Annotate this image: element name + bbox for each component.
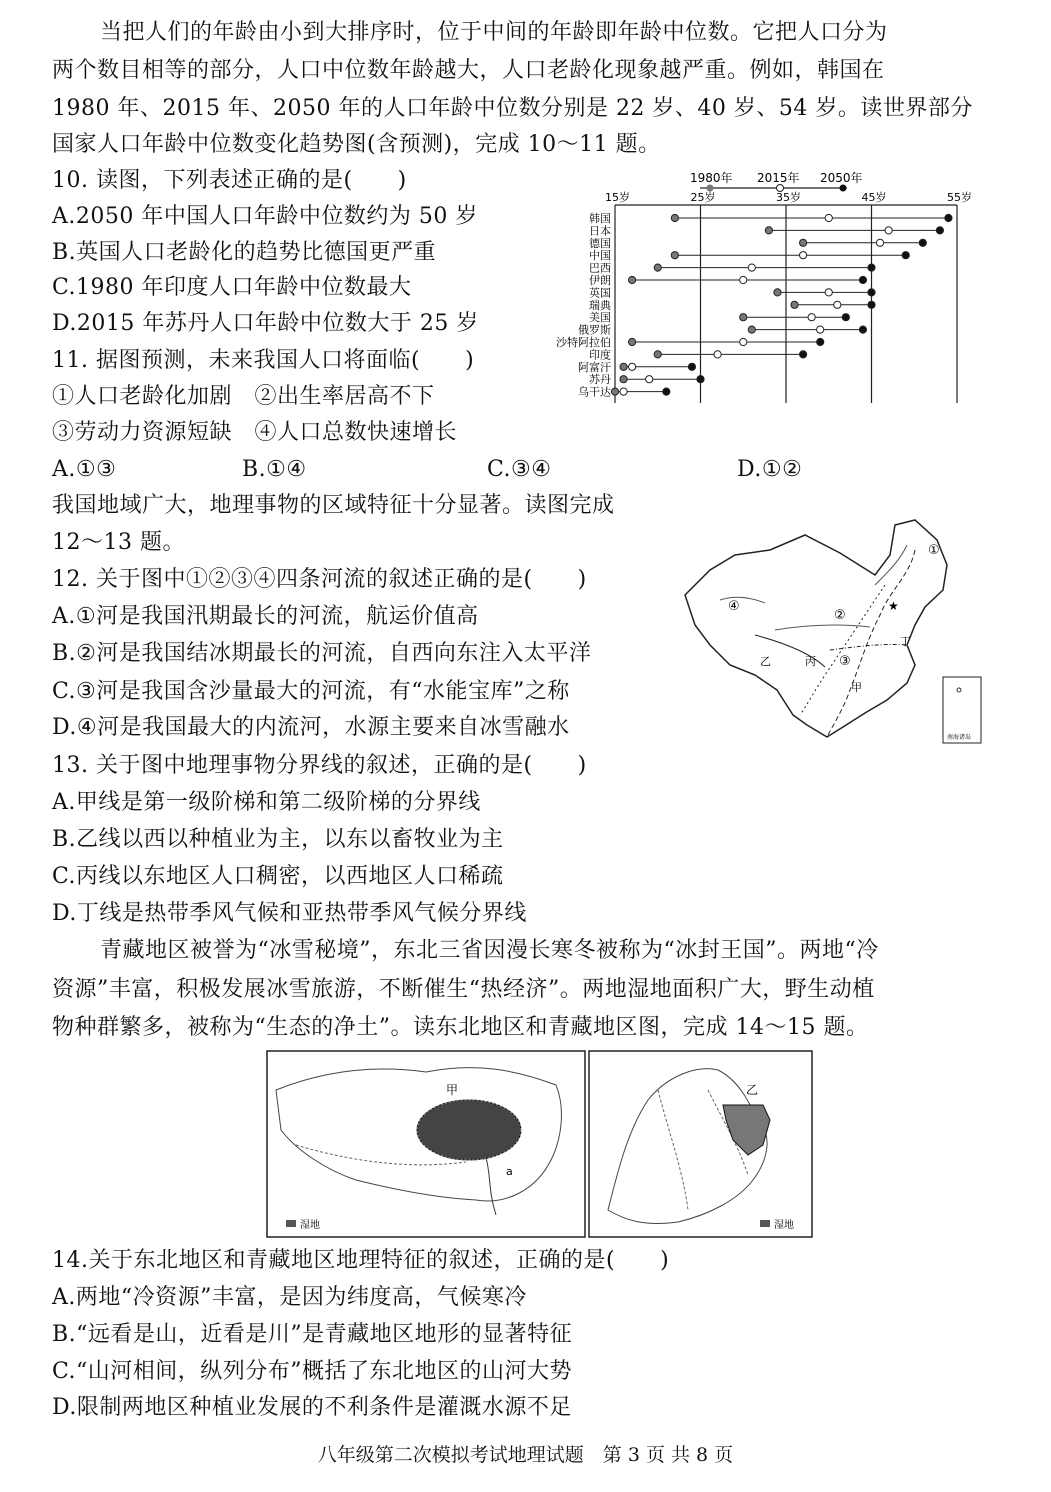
q11-items-1: ①人口老龄化加剧 ②出生率居高不下 — [52, 384, 435, 409]
point-2050年 — [817, 338, 824, 345]
point-1980年 — [629, 338, 636, 345]
q12-option-a: A.①河是我国汛期最长的河流，航运价值高 — [52, 604, 479, 629]
wetland-legend-icon-2 — [760, 1220, 770, 1227]
wetland-legend-icon — [286, 1220, 296, 1227]
category-label: 美国 — [589, 311, 611, 325]
point-2015年 — [808, 314, 815, 321]
point-2050年 — [688, 363, 695, 370]
q14-option-d: D.限制两地区种植业发展的不利条件是灌溉水源不足 — [52, 1395, 572, 1420]
point-2050年 — [868, 289, 875, 296]
q14-option-b: B.“远看是山，近看是川”是青藏地区地形的显著特征 — [52, 1322, 573, 1347]
category-label: 瑞典 — [589, 298, 611, 312]
category-label: 中国 — [589, 249, 611, 263]
point-1980年 — [654, 351, 661, 358]
x-tick-label: 55岁 — [947, 191, 972, 204]
point-2050年 — [936, 227, 943, 234]
x-tick-label: 35岁 — [776, 191, 801, 204]
point-2015年 — [876, 239, 883, 246]
point-2050年 — [868, 264, 875, 271]
chart-axis — [605, 190, 972, 403]
legend-2050-label: 2050年 — [820, 171, 863, 185]
northeast-frame — [589, 1051, 812, 1237]
ding-line — [830, 644, 907, 650]
page-footer: 八年级第二次模拟考试地理试题 第 3 页 共 8 页 — [317, 1444, 734, 1466]
intro2-line-1: 我国地域广大，地理事物的区域特征十分显著。读图完成 — [52, 493, 615, 518]
northeast-map — [588, 1050, 813, 1238]
point-2015年 — [740, 276, 747, 283]
intro3-line-1: 青藏地区被誉为“冰雪秘境”，东北三省因漫长寒冬被称为“冰封王国”。两地“冷 — [100, 938, 879, 963]
point-2015年 — [817, 326, 824, 333]
q11-stem: 11. 据图预测，未来我国人口将面临( ) — [52, 348, 475, 373]
left-legend-label: 湿地 — [300, 1220, 320, 1231]
china-outline — [685, 520, 947, 737]
q13-option-b: B.乙线以西以种植业为主，以东以畜牧业为主 — [52, 827, 504, 852]
point-2015年 — [825, 214, 832, 221]
point-2015年 — [629, 363, 636, 370]
category-label: 巴西 — [589, 261, 611, 275]
q10-option-a: A.2050 年中国人口年龄中位数约为 50 岁 — [52, 204, 478, 229]
river-4-label: ④ — [728, 599, 740, 614]
q11-items-2: ③劳动力资源短缺 ④人口总数快速增长 — [52, 420, 458, 445]
intro3-line-2: 资源”丰富，积极发展冰雪旅游，不断催生“热经济”。两地湿地面积广大，野生动植 — [52, 977, 875, 1002]
legend-2050-marker — [840, 185, 847, 192]
point-2050年 — [945, 214, 952, 221]
intro-line-4: 国家人口年龄中位数变化趋势图(含预测)，完成 10～11 题。 — [52, 132, 661, 157]
beijing-star-icon: ★ — [888, 599, 899, 613]
point-2050年 — [697, 376, 704, 383]
q14-option-c: C.“山河相间，纵列分布”概括了东北地区的山河大势 — [52, 1359, 573, 1384]
point-1980年 — [774, 289, 781, 296]
category-label: 伊朗 — [589, 274, 611, 287]
river-3-label: ③ — [839, 654, 851, 669]
point-2015年 — [834, 301, 841, 308]
x-tick-label: 15岁 — [605, 191, 630, 204]
q11-option-d: D.①② — [737, 457, 803, 482]
category-label: 印度 — [589, 348, 611, 362]
q11-option-b: B.①④ — [242, 457, 307, 482]
intro3-line-3: 物种群繁多，被称为“生态的净土”。读东北地区和青藏地区图，完成 14～15 题。 — [52, 1015, 869, 1040]
q10-stem: 10. 读图，下列表述正确的是( ) — [52, 168, 407, 193]
q10-option-b: B.英国人口老龄化的趋势比德国更严重 — [52, 240, 437, 265]
china-map — [675, 515, 985, 750]
point-1980年 — [629, 276, 636, 283]
category-label: 德国 — [589, 236, 611, 250]
label-jia: 甲 — [446, 1083, 459, 1097]
point-2015年 — [885, 227, 892, 234]
point-2015年 — [646, 376, 653, 383]
q12-option-d: D.④河是我国最大的内流河，水源主要来自冰雪融水 — [52, 715, 570, 740]
inset-label: 南海诸岛 — [947, 734, 972, 741]
label-a: a — [506, 1165, 513, 1178]
category-label: 沙特阿拉伯 — [556, 336, 611, 349]
river-3-path — [775, 625, 870, 630]
point-1980年 — [791, 301, 798, 308]
point-1980年 — [765, 227, 772, 234]
q13-option-d: D.丁线是热带季风气候和亚热带季风气候分界线 — [52, 901, 527, 926]
category-label: 英国 — [589, 286, 611, 300]
ding-label: 丁 — [900, 635, 911, 648]
intro-line-3: 1980 年、2015 年、2050 年的人口年龄中位数分别是 22 岁、40 岁、54 岁。读世界部分 — [52, 96, 973, 121]
point-2015年 — [748, 264, 755, 271]
category-label: 乌干达 — [578, 385, 611, 399]
q14-stem: 14.关于东北地区和青藏地区地理特征的叙述，正确的是( ) — [52, 1248, 670, 1273]
q10-option-d: D.2015 年苏丹人口年龄中位数大于 25 岁 — [52, 311, 479, 336]
river-2-label: ② — [834, 608, 846, 623]
point-1980年 — [671, 252, 678, 259]
point-1980年 — [800, 239, 807, 246]
point-2050年 — [902, 252, 909, 259]
label-yi: 乙 — [746, 1083, 759, 1097]
point-2050年 — [842, 314, 849, 321]
category-label: 阿富汗 — [578, 360, 611, 374]
q13-option-c: C.丙线以东地区人口稠密，以西地区人口稀疏 — [52, 864, 504, 889]
yi-label: 乙 — [760, 655, 771, 668]
bing-label: 丙 — [805, 655, 816, 668]
intro-line-2: 两个数目相等的部分，人口中位数年龄越大，人口老龄化现象越严重。例如，韩国在 — [52, 58, 885, 83]
point-2015年 — [620, 388, 627, 395]
point-2015年 — [800, 252, 807, 259]
point-2050年 — [663, 388, 670, 395]
q13-stem: 13. 关于图中地理事物分界线的叙述，正确的是( ) — [52, 753, 587, 778]
point-1980年 — [620, 376, 627, 383]
q11-option-c: C.③④ — [487, 457, 552, 482]
point-1980年 — [748, 326, 755, 333]
x-tick-label: 25岁 — [690, 191, 716, 204]
point-2050年 — [859, 276, 866, 283]
yi-line — [800, 585, 885, 715]
point-1980年 — [654, 264, 661, 271]
legend-1980-label: 1980年 — [690, 171, 733, 185]
point-2050年 — [800, 351, 807, 358]
q11-option-a: A.①③ — [52, 457, 117, 482]
intro2-line-2: 12～13 题。 — [52, 530, 185, 555]
point-2015年 — [714, 351, 721, 358]
point-2015年 — [825, 289, 832, 296]
category-label: 俄罗斯 — [578, 323, 611, 337]
category-label: 日本 — [589, 224, 611, 238]
point-1980年 — [620, 363, 627, 370]
chart-legend — [690, 170, 863, 192]
category-label: 韩国 — [589, 212, 611, 225]
point-2050年 — [859, 326, 866, 333]
inset-island-icon — [957, 688, 961, 692]
q13-option-a: A.甲线是第一级阶梯和第二级阶梯的分界线 — [52, 790, 481, 815]
wetland-jia-area — [417, 1100, 521, 1160]
right-legend-label: 湿地 — [774, 1220, 794, 1231]
point-1980年 — [740, 314, 747, 321]
x-tick-label: 45岁 — [861, 191, 887, 204]
point-1980年 — [611, 388, 618, 395]
point-2015年 — [740, 338, 747, 345]
qinghai-tibet-map — [266, 1050, 586, 1238]
point-2050年 — [919, 239, 926, 246]
river-1-label: ① — [928, 543, 940, 558]
q12-option-b: B.②河是我国结冰期最长的河流，自西向东注入太平洋 — [52, 641, 592, 666]
point-1980年 — [671, 214, 678, 221]
jia-label: 甲 — [851, 681, 862, 694]
median-age-chart — [525, 165, 975, 420]
q12-option-c: C.③河是我国含沙量最大的河流，有“水能宝库”之称 — [52, 679, 570, 704]
point-2050年 — [868, 301, 875, 308]
q12-stem: 12. 关于图中①②③④四条河流的叙述正确的是( ) — [52, 567, 587, 592]
intro-line-1: 当把人们的年龄由小到大排序时，位于中间的年龄即年龄中位数。它把人口分为 — [100, 20, 888, 45]
q14-option-a: A.两地“冷资源”丰富，是因为纬度高，气候寒冷 — [52, 1285, 527, 1310]
river-4-path — [720, 597, 765, 603]
category-label: 苏丹 — [589, 373, 611, 387]
q10-option-c: C.1980 年印度人口年龄中位数最大 — [52, 275, 412, 300]
legend-2015-label: 2015年 — [757, 171, 800, 185]
